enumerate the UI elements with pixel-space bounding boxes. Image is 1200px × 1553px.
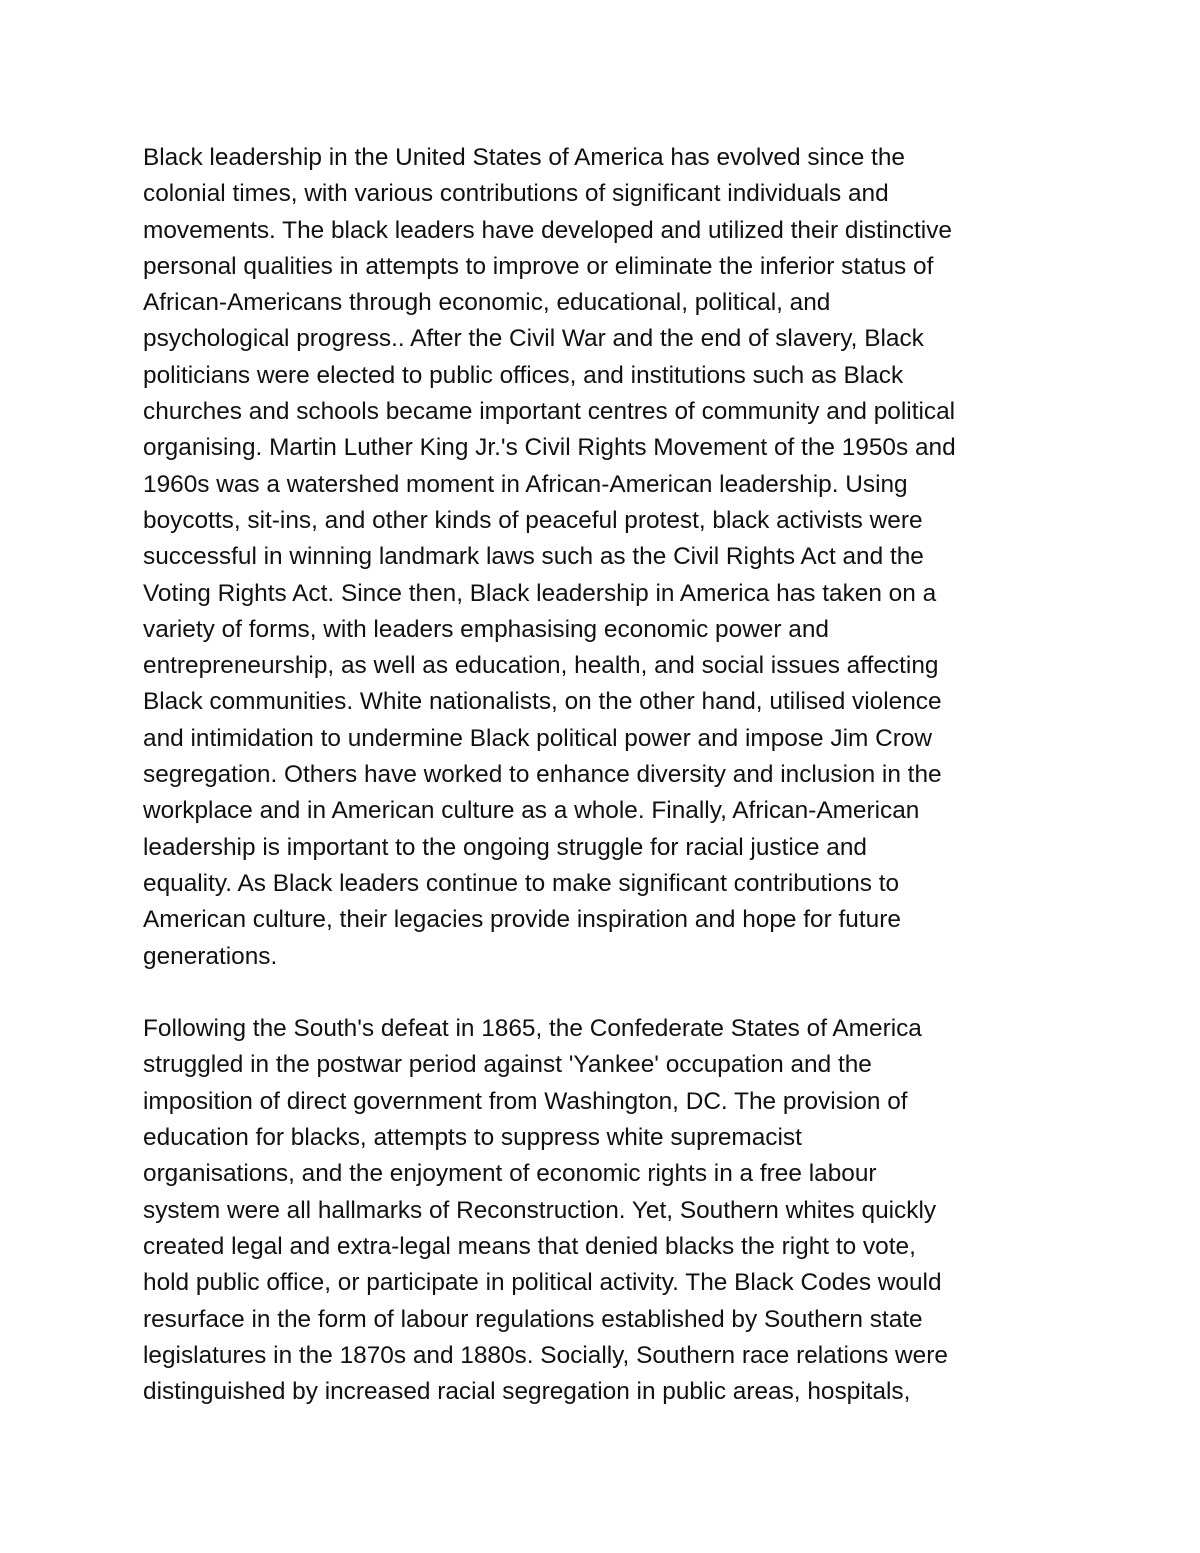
- text-line: segregation. Others have worked to enhance diversity and inclusion in the: [143, 761, 942, 789]
- text-line: Voting Rights Act. Since then, Black leadership in America has taken on a: [143, 579, 937, 607]
- text-line: Following the South's defeat in 1865, the Confederate States of America: [143, 1015, 922, 1043]
- text-line: resurface in the form of labour regulations established by Southern state: [143, 1305, 923, 1333]
- document-body: [143, 140, 1103, 1447]
- text-line: successful in winning landmark laws such as the Civil Rights Act and the: [143, 543, 924, 571]
- text-line: personal qualities in attempts to improve or eliminate the inferior status of: [143, 252, 934, 280]
- text-line: legislatures in the 1870s and 1880s. Socially, Southern race relations were: [143, 1341, 948, 1369]
- text-line: imposition of direct government from Washington, DC. The provision of: [143, 1087, 908, 1115]
- text-line: American culture, their legacies provide inspiration and hope for future: [143, 906, 901, 934]
- text-line: system were all hallmarks of Reconstruction. Yet, Southern whites quickly: [143, 1196, 937, 1224]
- text-line: struggled in the postwar period against 'Yankee' occupation and the: [143, 1051, 872, 1079]
- text-line: colonial times, with various contributions of significant individuals and: [143, 180, 889, 208]
- text-line: hold public office, or participate in political activity. The Black Codes would: [143, 1269, 942, 1297]
- text-line: politicians were elected to public offices, and institutions such as Black: [143, 361, 904, 389]
- text-line: boycotts, sit-ins, and other kinds of peaceful protest, black activists were: [143, 506, 923, 534]
- text-line: Black leadership in the United States of America has evolved since the: [143, 144, 905, 171]
- text-line: created legal and extra-legal means that denied blacks the right to vote,: [143, 1232, 916, 1260]
- text-line: workplace and in American culture as a whole. Finally, African-American: [143, 797, 920, 825]
- text-line: equality. As Black leaders continue to make significant contributions to: [143, 869, 900, 897]
- text-line: movements. The black leaders have developed and utilized their distinctive: [143, 216, 952, 244]
- text-line: organising. Martin Luther King Jr.'s Civil Rights Movement of the 1950s and: [143, 434, 956, 462]
- text-line: churches and schools became important centres of community and political: [143, 398, 956, 426]
- text-line: variety of forms, with leaders emphasising economic power and: [143, 615, 829, 643]
- paragraph-2: [143, 1011, 1103, 1410]
- text-line: education for blacks, attempts to suppress white supremacist: [143, 1124, 802, 1152]
- paragraph-1: [143, 140, 1103, 975]
- text-line: generations.: [143, 942, 278, 970]
- text-line: leadership is important to the ongoing struggle for racial justice and: [143, 833, 868, 861]
- text-line: and intimidation to undermine Black political power and impose Jim Crow: [143, 724, 933, 752]
- text-line: African-Americans through economic, educational, political, and: [143, 289, 831, 317]
- text-line: psychological progress.. After the Civil War and the end of slavery, Black: [143, 325, 924, 353]
- text-line: Black communities. White nationalists, on the other hand, utilised violence: [143, 688, 942, 716]
- text-line: organisations, and the enjoyment of economic rights in a free labour: [143, 1160, 877, 1188]
- text-line: entrepreneurship, as well as education, health, and social issues affecting: [143, 652, 939, 680]
- text-line: distinguished by increased racial segregation in public areas, hospitals,: [143, 1378, 911, 1406]
- text-line: 1960s was a watershed moment in African-American leadership. Using: [143, 470, 908, 498]
